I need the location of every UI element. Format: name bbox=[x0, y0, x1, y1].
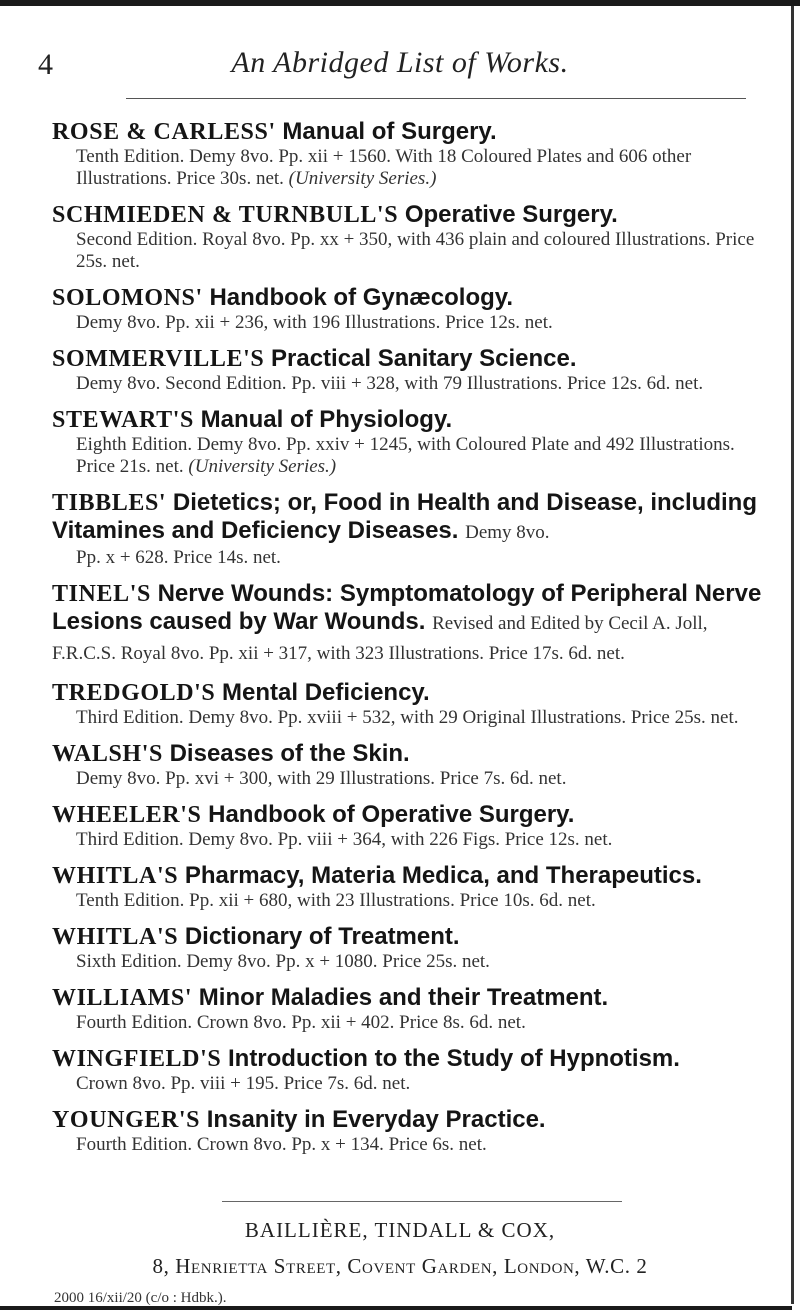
book-details: Tenth Edition. Pp. xii + 680, with 23 Illustrations. Price 10s. 6d. net. bbox=[76, 890, 596, 911]
publisher-address: 8, Henrietta Street, Covent Garden, London, W.C. 2 bbox=[152, 1254, 648, 1278]
book-details: Fourth Edition. Crown 8vo. Pp. x + 134. Price 6s. net. bbox=[76, 1134, 487, 1155]
book-title: Manual of Physiology. bbox=[200, 406, 453, 433]
book-title: Insanity in Everyday Practice. bbox=[206, 1106, 546, 1133]
page-header bbox=[0, 30, 800, 90]
book-details: Second Edition. Royal 8vo. Pp. xx + 350, with 436 plain and coloured Illustrations. Price 25s. net. bbox=[76, 229, 755, 272]
book-details: Crown 8vo. Pp. viii + 195. Price 7s. 6d. net. bbox=[76, 1073, 411, 1094]
publisher-name: BAILLIÈRE, TINDALL & COX, bbox=[244, 1218, 556, 1242]
book-author: WHEELER'S bbox=[52, 802, 202, 828]
book-author: SOMMERVILLE'S bbox=[52, 346, 265, 372]
book-entry bbox=[52, 1106, 762, 1156]
book-author: TREDGOLD'S bbox=[52, 680, 216, 706]
book-details: Revised and Edited by Cecil A. Joll, F.R.C.S. Royal 8vo. Pp. xii + 317, with 323 Illustrations. Price 17s. 6d. net. bbox=[52, 613, 708, 664]
book-entry bbox=[52, 580, 762, 668]
book-entry bbox=[52, 801, 762, 851]
header-rule bbox=[126, 98, 746, 99]
book-author: YOUNGER'S bbox=[52, 1107, 201, 1133]
book-title: Dietetics; or, Food in Health and Disease, including Vitamines and Deficiency Diseases. bbox=[52, 489, 757, 544]
book-author: TIBBLES' bbox=[52, 490, 167, 516]
book-title: Dictionary of Treatment. bbox=[184, 923, 460, 950]
book-title: Introduction to the Study of Hypnotism. bbox=[227, 1045, 680, 1072]
book-author: WHITLA'S bbox=[52, 863, 179, 889]
book-entry bbox=[52, 862, 762, 912]
book-entry bbox=[52, 679, 762, 729]
book-list bbox=[52, 118, 762, 1167]
book-title: Pharmacy, Materia Medica, and Therapeutics. bbox=[184, 862, 702, 889]
book-details: Third Edition. Demy 8vo. Pp. viii + 364, with 226 Figs. Price 12s. net. bbox=[76, 829, 613, 850]
book-details: Eighth Edition. Demy 8vo. Pp. xxiv + 1245, with Coloured Plate and 492 Illustrations. Price 21s. net. bbox=[76, 434, 735, 477]
book-author: TINEL'S bbox=[52, 581, 151, 607]
book-entry bbox=[52, 984, 762, 1034]
book-title: Minor Maladies and their Treatment. bbox=[198, 984, 609, 1011]
book-entry bbox=[52, 284, 762, 334]
book-title: Handbook of Gynæcology. bbox=[209, 284, 513, 311]
book-author: WHITLA'S bbox=[52, 924, 179, 950]
running-title: An Abridged List of Works. bbox=[231, 46, 569, 79]
book-entry bbox=[52, 118, 762, 190]
book-title: Manual of Surgery. bbox=[282, 118, 497, 145]
book-title: Handbook of Operative Surgery. bbox=[208, 801, 575, 828]
book-entry bbox=[52, 201, 762, 273]
book-author: ROSE & CARLESS' bbox=[52, 119, 276, 145]
book-title: Nerve Wounds: Symptomatology of Peripheral Nerve Lesions caused by War Wounds. bbox=[52, 580, 762, 635]
print-code: 2000 16/xii/20 (c/o : Hdbk.). bbox=[54, 1290, 227, 1306]
page-border-right bbox=[791, 6, 794, 1304]
book-entry bbox=[52, 406, 762, 478]
book-author: SOLOMONS' bbox=[52, 285, 203, 311]
book-author: WINGFIELD'S bbox=[52, 1046, 222, 1072]
series-note: (University Series.) bbox=[288, 168, 437, 189]
book-details: Pp. x + 628. Price 14s. net. bbox=[76, 547, 281, 568]
book-author: WALSH'S bbox=[52, 741, 163, 767]
book-details: Fourth Edition. Crown 8vo. Pp. xii + 402. Price 8s. 6d. net. bbox=[76, 1012, 526, 1033]
page-border-top bbox=[0, 0, 800, 6]
book-title: Practical Sanitary Science. bbox=[271, 345, 577, 372]
book-author: WILLIAMS' bbox=[52, 985, 193, 1011]
book-entry bbox=[52, 1045, 762, 1095]
book-author: SCHMIEDEN & TURNBULL'S bbox=[52, 202, 399, 228]
book-entry bbox=[52, 489, 762, 569]
book-entry bbox=[52, 345, 762, 395]
book-details: Demy 8vo. Pp. xii + 236, with 196 Illustrations. Price 12s. net. bbox=[76, 312, 553, 333]
book-title: Mental Deficiency. bbox=[222, 679, 430, 706]
book-author: STEWART'S bbox=[52, 407, 194, 433]
book-title: Operative Surgery. bbox=[404, 201, 618, 228]
book-details: Sixth Edition. Demy 8vo. Pp. x + 1080. Price 25s. net. bbox=[76, 951, 490, 972]
book-details: Demy 8vo. Second Edition. Pp. viii + 328, with 79 Illustrations. Price 12s. 6d. net. bbox=[76, 373, 704, 394]
page-number: 4 bbox=[38, 48, 53, 81]
book-entry bbox=[52, 923, 762, 973]
book-entry bbox=[52, 740, 762, 790]
book-format: Demy 8vo. bbox=[465, 522, 550, 543]
book-details: Third Edition. Demy 8vo. Pp. xviii + 532, with 29 Original Illustrations. Price 25s. net. bbox=[76, 707, 739, 728]
series-note: (University Series.) bbox=[188, 456, 337, 477]
footer-rule bbox=[222, 1201, 622, 1202]
book-details: Demy 8vo. Pp. xvi + 300, with 29 Illustrations. Price 7s. 6d. net. bbox=[76, 768, 567, 789]
book-details: Tenth Edition. Demy 8vo. Pp. xii + 1560. With 18 Coloured Plates and 606 other Illustrations. Price 30s. net. bbox=[76, 146, 692, 189]
book-title: Diseases of the Skin. bbox=[169, 740, 410, 767]
